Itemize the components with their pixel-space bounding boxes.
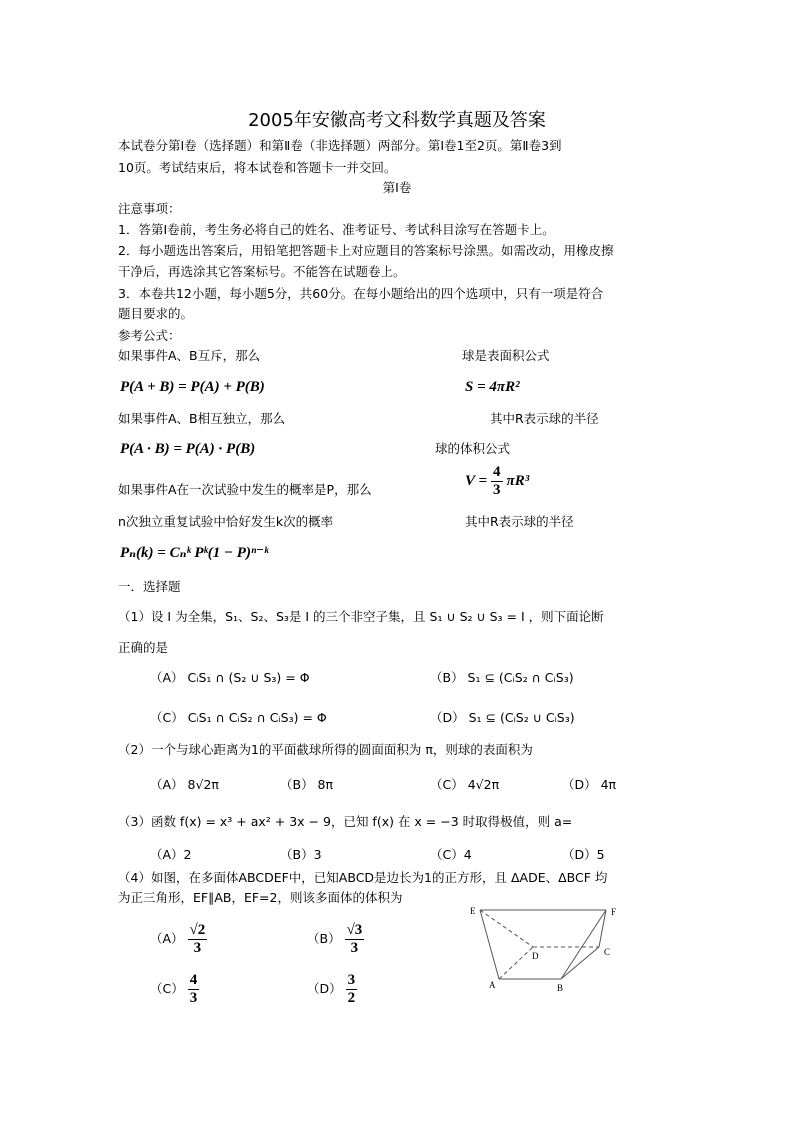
numerator: 4 bbox=[189, 972, 198, 988]
q3-option-c: （C）4 bbox=[430, 847, 472, 862]
vertex-label-f: F bbox=[611, 907, 617, 917]
q1-stem: （1）设 I 为全集，S₁、S₂、S₃是 I 的三个非空子集，且 S₁ ∪ S₂ ∪ S₃ = I ，则下面论断 bbox=[118, 609, 604, 624]
numerator: √2 bbox=[189, 922, 206, 938]
edge-cb bbox=[561, 947, 599, 979]
denominator: 3 bbox=[350, 940, 359, 956]
option-label: （D） bbox=[307, 981, 342, 996]
q2-option-c: （C） 4√2π bbox=[430, 777, 500, 792]
note-line: 题目要求的。 bbox=[118, 306, 194, 321]
edge-ad bbox=[499, 947, 533, 979]
q3-option-a: （A）2 bbox=[150, 847, 192, 862]
intro-line: 10页。考试结束后，将本试卷和答题卡一并交回。 bbox=[118, 160, 397, 175]
binom-text: n次独立重复试验中恰好发生k次的概率 bbox=[118, 514, 334, 529]
q3-stem: （3）函数 f(x) = x³ + ax² + 3x − 9，已知 f(x) 在 x = −3 时取得极值，则 a= bbox=[118, 814, 573, 829]
q2-stem: （2）一个与球心距离为1的平面截球所得的圆面面积为 π，则球的表面积为 bbox=[118, 742, 533, 757]
vertex-label-c: C bbox=[604, 947, 611, 957]
q1-option-d: （D） S₁ ⊆ (CᵢS₂ ∪ CᵢS₃) bbox=[430, 710, 575, 725]
numerator: 3 bbox=[347, 972, 356, 988]
sphere-area-text: 球是表面积公式 bbox=[462, 348, 550, 363]
q1-option-a: （A） CᵢS₁ ∩ (S₂ ∪ S₃) = Φ bbox=[150, 670, 310, 685]
q4-stem: （4）如图，在多面体ABCDEF中，已知ABCD是边长为1的正方形，且 ΔADE、ΔBCF 均 bbox=[118, 870, 608, 885]
note-line: 3．本卷共12小题，每小题5分，共60分。在每小题给出的四个选项中，只有一项是符合 bbox=[118, 286, 604, 301]
vertex-label-b: B bbox=[557, 983, 564, 993]
q4-stem: 为正三角形，EF∥AB，EF=2，则该多面体的体积为 bbox=[118, 890, 403, 905]
notes-heading: 注意事项： bbox=[118, 201, 181, 216]
page-title: 2005年安徽高考文科数学真题及答案 bbox=[248, 110, 546, 131]
numerator: √3 bbox=[346, 922, 363, 938]
binom-formula: Pₙ(k) = Cₙᵏ Pᵏ(1 − P)ⁿ⁻ᵏ bbox=[120, 545, 269, 561]
mutex-text: 如果事件A、B互斥，那么 bbox=[118, 348, 261, 363]
vertex-label-d: D bbox=[532, 951, 539, 961]
prob-text: 如果事件A在一次试验中发生的概率是P，那么 bbox=[118, 482, 372, 497]
q3-option-d: （D）5 bbox=[562, 847, 605, 862]
volume-heading: 第Ⅰ卷 bbox=[382, 180, 412, 195]
q2-option-b: （B） 8π bbox=[280, 777, 334, 792]
intro-line: 本试卷分第Ⅰ卷（选择题）和第Ⅱ卷（非选择题）两部分。第Ⅰ卷1至2页。第Ⅱ卷3到 bbox=[118, 138, 562, 153]
option-label: （A） bbox=[150, 931, 184, 946]
formulas-heading: 参考公式： bbox=[118, 328, 181, 343]
vertex-label-e: E bbox=[470, 906, 476, 916]
q1-option-c: （C） CᵢS₁ ∩ CᵢS₂ ∩ CᵢS₃) = Φ bbox=[150, 710, 327, 725]
q3-option-b: （B）3 bbox=[280, 847, 322, 862]
edge-ea bbox=[480, 910, 499, 979]
q2-option-d: （D） 4π bbox=[562, 777, 617, 792]
q1-option-b: （B） S₁ ⊆ (CᵢS₂ ∩ CᵢS₃) bbox=[430, 670, 574, 685]
radius-note: 其中R表示球的半径 bbox=[465, 514, 574, 529]
q1-stem: 正确的是 bbox=[118, 640, 169, 655]
indep-text: 如果事件A、B相互独立，那么 bbox=[118, 411, 286, 426]
volume-rhs: πR³ bbox=[506, 473, 530, 489]
mutex-formula: P(A + B) = P(A) + P(B) bbox=[120, 379, 265, 395]
denominator: 3 bbox=[193, 940, 202, 956]
section-heading: 一．选择题 bbox=[118, 579, 181, 594]
radius-note: 其中R表示球的半径 bbox=[490, 411, 599, 426]
vertex-label-a: A bbox=[489, 980, 496, 990]
volume-lhs: V = bbox=[465, 473, 488, 489]
denominator: 3 bbox=[189, 990, 198, 1006]
note-line: 1．答第Ⅰ卷前，考生务必将自己的姓名、准考证号、考试科目涂写在答题卡上。 bbox=[118, 222, 555, 237]
note-line: 2．每小题选出答案后，用铅笔把答题卡上对应题目的答案标号涂黑。如需改动，用橡皮擦 bbox=[118, 243, 614, 258]
sphere-area-formula: S = 4πR² bbox=[465, 379, 520, 395]
q2-option-a: （A） 8√2π bbox=[150, 777, 219, 792]
option-label: （C） bbox=[150, 981, 184, 996]
sphere-volume-text: 球的体积公式 bbox=[435, 441, 511, 456]
indep-formula: P(A · B) = P(A) · P(B) bbox=[120, 441, 256, 457]
note-line: 干净后，再选涂其它答案标号。不能答在试题卷上。 bbox=[118, 264, 406, 279]
numerator: 4 bbox=[493, 464, 501, 480]
edge-ed bbox=[480, 910, 533, 947]
option-label: （B） bbox=[307, 931, 341, 946]
denominator: 2 bbox=[347, 990, 356, 1006]
denominator: 3 bbox=[493, 482, 501, 498]
